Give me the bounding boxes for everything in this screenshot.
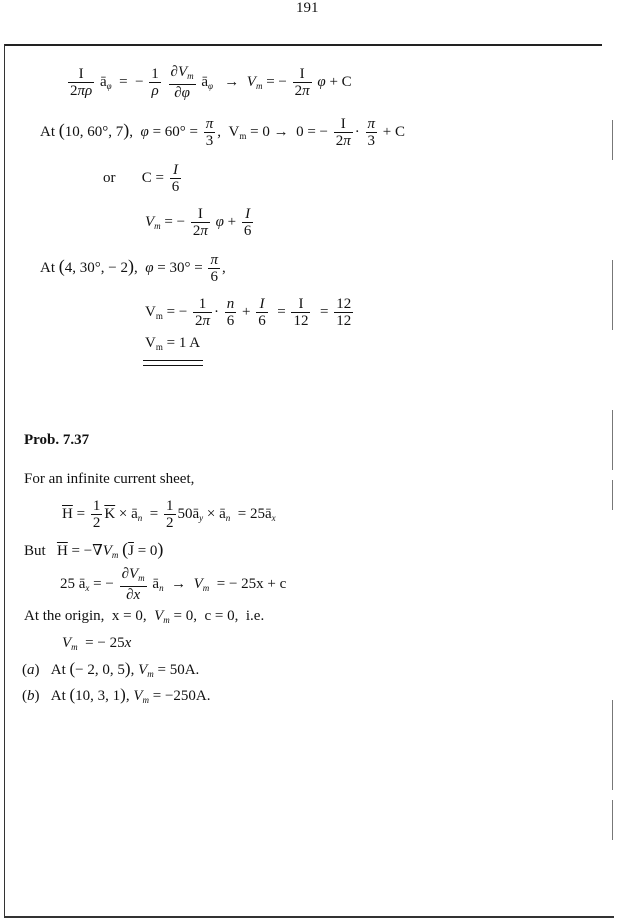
equation-m5: $V_m$ = − 25x (62, 635, 132, 652)
equation-line-2: At (10, 60°, 7), φ = 60° = $\frac{\pi}{3}$ , $V_m = 0 \to 0$ = − $\frac{I}{2\pi}$ · $\frac{\pi}{3}$ + C (40, 116, 405, 149)
frame-right-fragment (612, 260, 613, 330)
result-double-underline (143, 360, 203, 366)
frame-right-fragment (612, 700, 613, 790)
frame-right-fragment (612, 480, 613, 510)
intro-text: For an infinite current sheet, (24, 471, 195, 487)
equation-m2: But $\overline{H} = -\nabla V_m$ $(\overline{J} = 0)$ (24, 539, 164, 560)
frame-bottom-border (4, 916, 614, 918)
equation-m6: (a) At (− 2, 0, 5), $V_m = 50A$. (22, 659, 200, 679)
problem-title: Prob. 7.37 (24, 432, 90, 448)
equation-m1: $\overline{H}$ = $\frac{1}{2}$ $\overline{K}$ × $ā_n$ = $\frac{1}{2}$ $50ā_y$ × $ā_n$ = $25ā_x$ (62, 498, 276, 531)
equation-m3: 25 $ā_x$ = − $\frac{\partial V_m}{\partial x}$ $ā_n \to V_m$ = − 25x + c (60, 566, 287, 603)
equation-line-6: $V_m$ = − $\frac{1}{2\pi}$ · $\frac{n}{6}$ + $\frac{I}{6}$ = $\frac{I}{12}$ = $\frac{12}{12}$ (145, 296, 352, 329)
frame-left-border (4, 44, 5, 918)
frame-right-fragment (612, 410, 613, 470)
equation-line-4: $V_m$ = − $\frac{I}{2\pi}$ φ + $\frac{I}{6}$ (145, 206, 252, 239)
equation-line-5: At (4, 30°, − 2), φ = 30° = $\frac{\pi}{6}$ , (40, 252, 226, 285)
equation-line-3: or C = $\frac{I}{6}$ (103, 162, 180, 195)
frame-right-fragment (612, 800, 613, 840)
frame-right-fragment (612, 120, 613, 160)
equation-line-7: $V_m = 1$ A (145, 335, 201, 352)
frame-top-border (4, 44, 602, 46)
page-number: 191 (296, 0, 319, 16)
equation-line-1: $\frac{I}{2\pi\rho}$ $ā_\varphi$ = − $\frac{1}{\rho}$ $\frac{\partial V_m}{\partial\varphi}$ $ā_\varphi \to V_m$ = − $\frac{I}{2\pi}$ φ + C (70, 64, 352, 101)
equation-m7: (b) At (10, 3, 1), $V_m = -250A$. (22, 685, 211, 705)
equation-m4: At the origin, x = 0, $V_m = 0$, c = 0, i.e. (24, 608, 265, 625)
